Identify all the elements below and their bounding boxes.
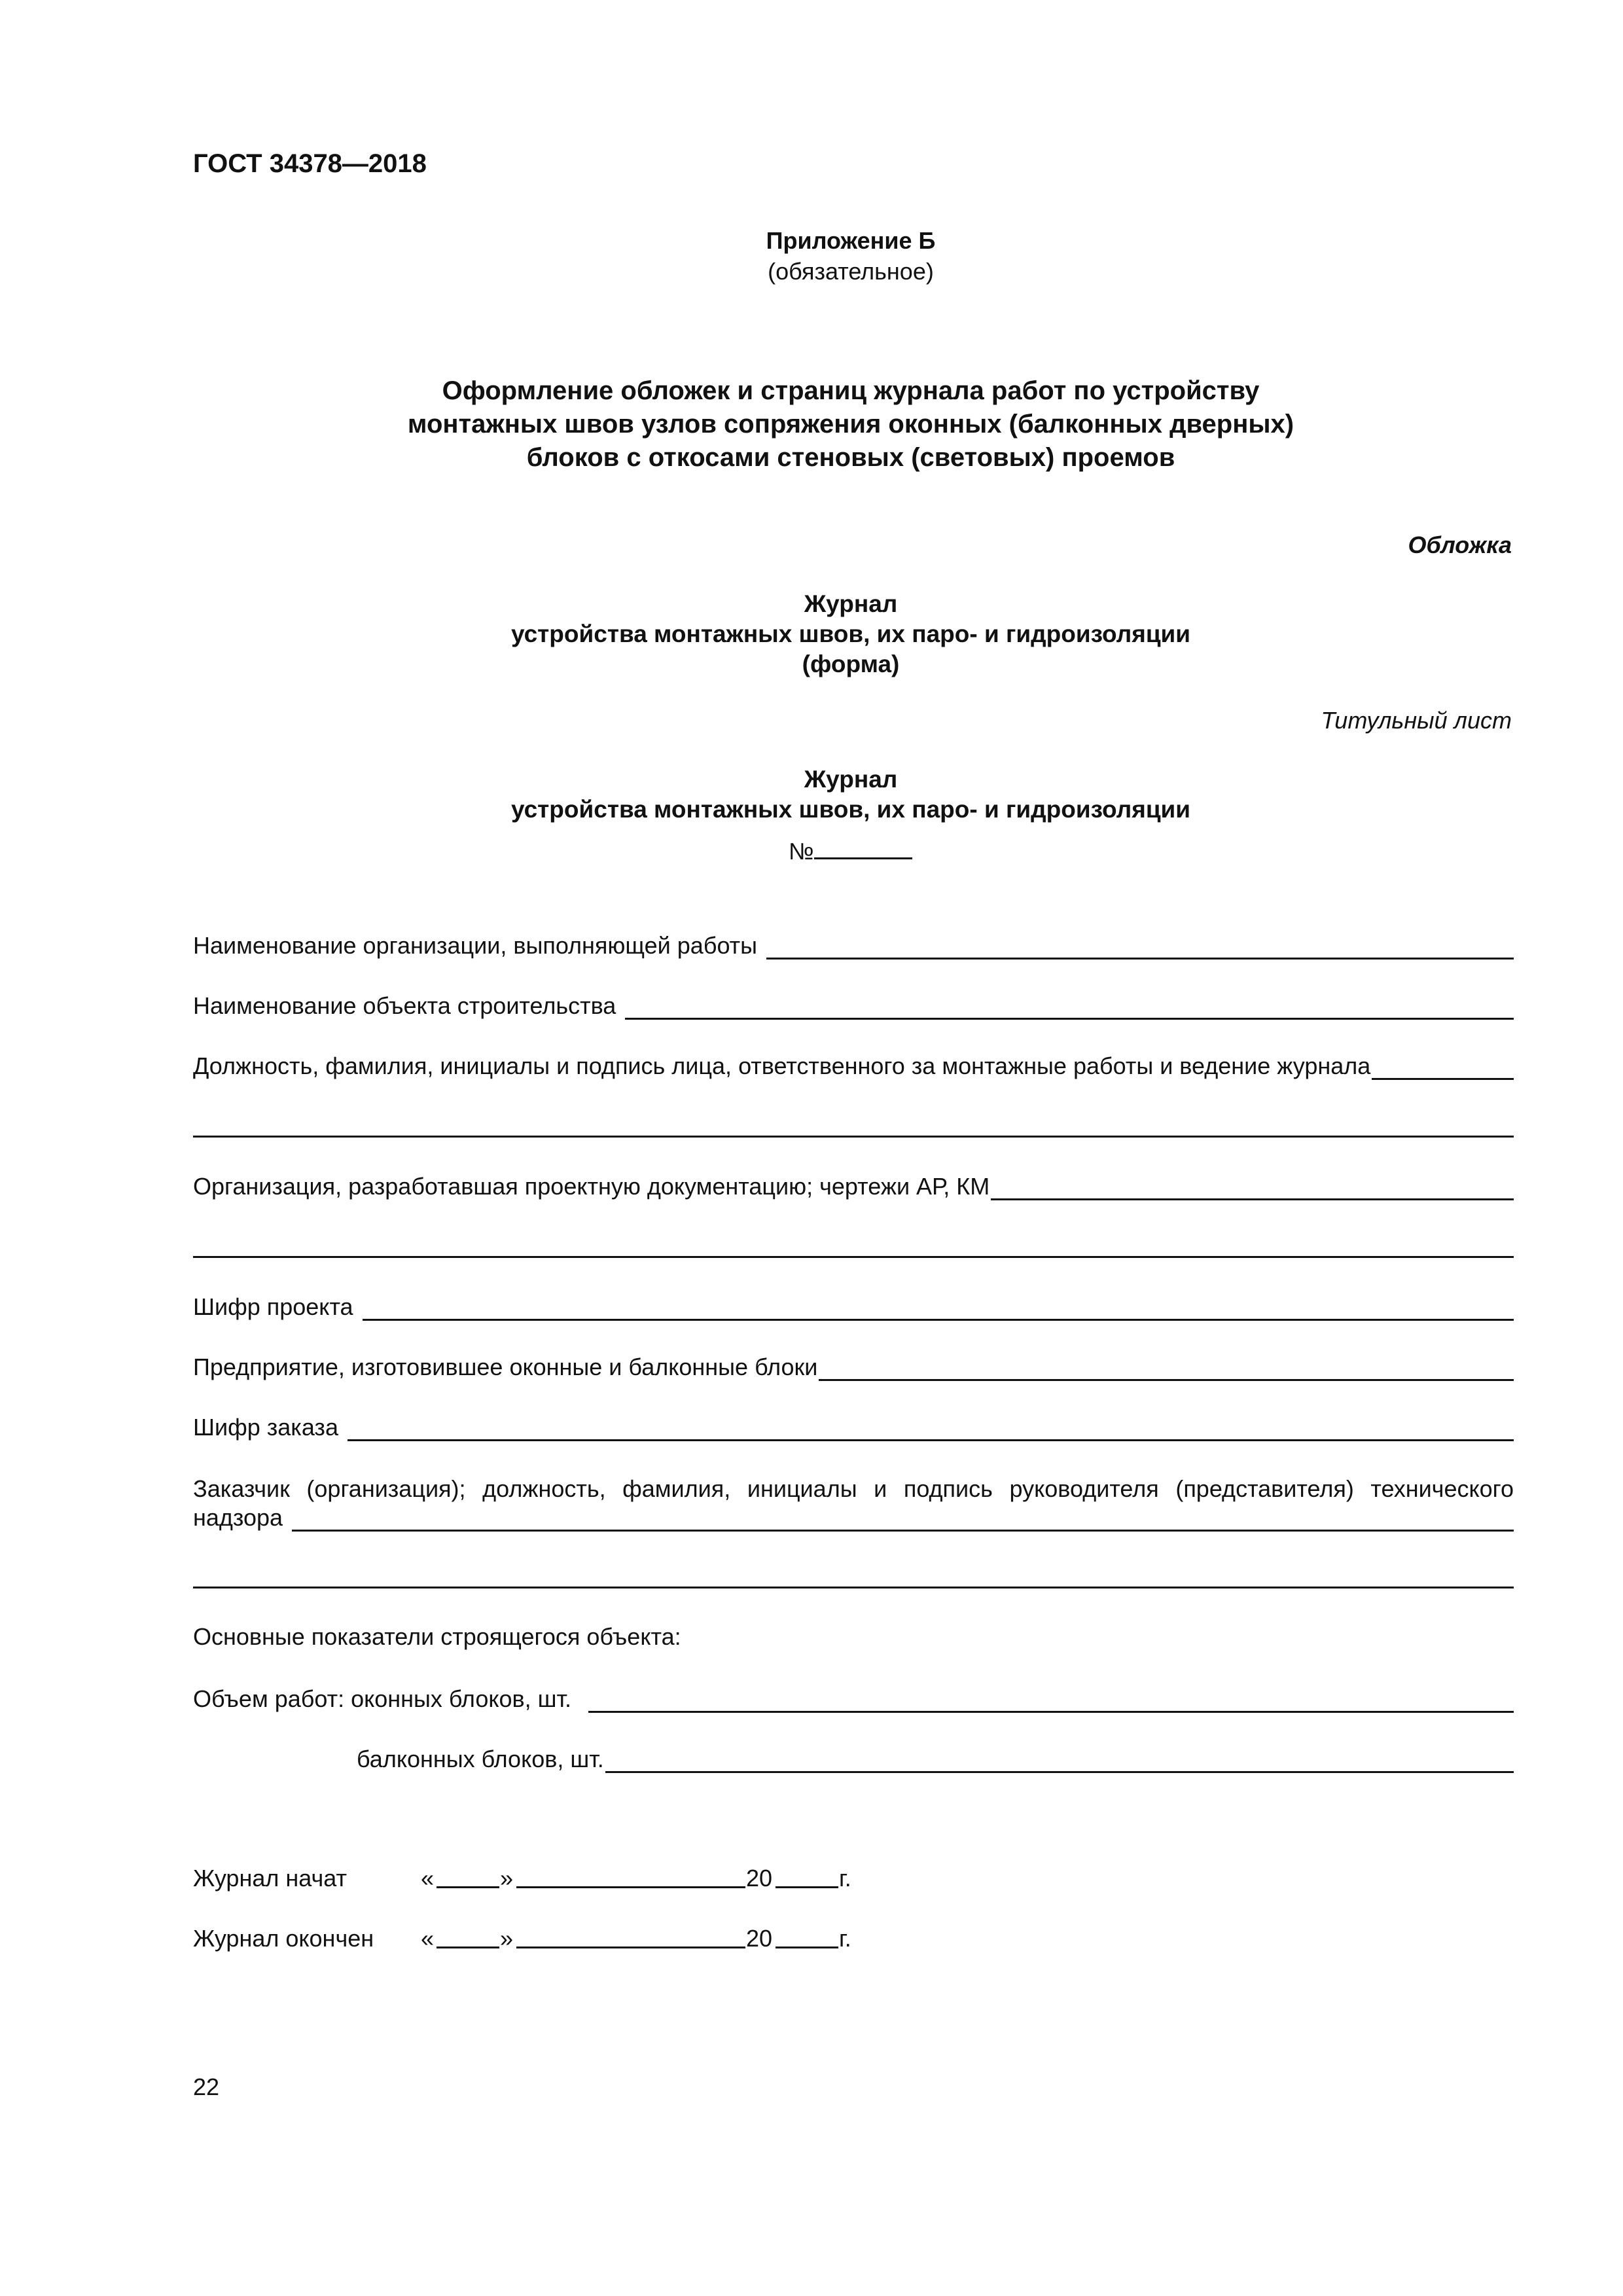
customer-label-line-1: Заказчик (организация); должность, фамилия, инициалы и подпись руководителя (представителя) технического <box>193 1475 1514 1502</box>
manufacturer-label: Предприятие, изготовившее оконные и балконные блоки <box>193 1354 818 1380</box>
cover-title-line-3: (форма) <box>802 651 900 677</box>
volume-balcony-field[interactable] <box>357 1736 1514 1773</box>
main-title-line-1: Оформление обложек и страниц журнала работ по устройству <box>442 376 1260 405</box>
title-page-title-line-1: Журнал <box>804 766 898 793</box>
volume-balcony-label: балконных блоков, шт. <box>357 1746 604 1772</box>
title-page-label: Титульный лист <box>1321 707 1512 734</box>
page-number: 22 <box>193 2073 220 2100</box>
journal-ended-label: Журнал окончен <box>193 1925 374 1952</box>
customer-blank[interactable] <box>292 1524 1514 1532</box>
responsible-field[interactable] <box>193 1043 1514 1080</box>
object-label: Наименование объекта строительства <box>193 992 616 1019</box>
project-code-field[interactable] <box>193 1284 1514 1321</box>
cover-title-line-1: Журнал <box>804 590 898 617</box>
century-text: 20 <box>746 1925 773 1952</box>
main-title-line-3: блоков с откосами стеновых (световых) проемов <box>526 443 1175 472</box>
cover-label: Обложка <box>1408 531 1512 558</box>
open-quote: « <box>421 1925 435 1952</box>
object-field[interactable] <box>193 983 1514 1020</box>
journal-ended-row[interactable] <box>193 1916 913 1952</box>
customer-blank-line-2[interactable] <box>193 1587 1514 1588</box>
organization-blank[interactable] <box>766 952 1514 960</box>
century-text: 20 <box>746 1865 773 1892</box>
customer-label-line-2: надзора <box>193 1504 283 1531</box>
number-sign: № <box>789 838 814 865</box>
responsible-blank-line-2[interactable] <box>193 1136 1514 1138</box>
close-quote: » <box>500 1925 514 1952</box>
project-code-label: Шифр проекта <box>193 1293 353 1320</box>
volume-balcony-blank[interactable] <box>605 1766 1514 1773</box>
responsible-label: Должность, фамилия, инициалы и подпись лица, ответственного за монтажные работы и ведение журнала <box>193 1052 1371 1079</box>
open-quote: « <box>421 1865 435 1892</box>
standard-number: ГОСТ 34378—2018 <box>193 149 427 178</box>
project-code-blank[interactable] <box>363 1314 1514 1321</box>
day-blank[interactable] <box>437 1886 499 1888</box>
main-title-line-2: монтажных швов узлов сопряжения оконных (балконных дверных) <box>407 410 1294 439</box>
year-suffix: г. <box>839 1865 851 1892</box>
indicators-heading: Основные показатели строящегося объекта: <box>193 1623 681 1650</box>
designer-field[interactable] <box>193 1164 1514 1200</box>
journal-started-row[interactable] <box>193 1856 913 1892</box>
order-code-field[interactable] <box>193 1405 1514 1441</box>
organization-label: Наименование организации, выполняющей работы <box>193 932 758 959</box>
month-blank[interactable] <box>516 1886 745 1888</box>
responsible-blank[interactable] <box>1372 1073 1514 1080</box>
object-blank[interactable] <box>625 1013 1514 1020</box>
year-blank[interactable] <box>776 1946 838 1948</box>
close-quote: » <box>500 1865 514 1892</box>
year-blank[interactable] <box>776 1886 838 1888</box>
manufacturer-blank[interactable] <box>819 1374 1514 1381</box>
designer-blank-line-2[interactable] <box>193 1256 1514 1258</box>
volume-windows-field[interactable] <box>193 1676 1514 1713</box>
title-page-title-line-2: устройства монтажных швов, их паро- и гидроизоляции <box>510 796 1191 823</box>
order-code-label: Шифр заказа <box>193 1414 338 1441</box>
year-suffix: г. <box>839 1925 851 1952</box>
appendix-title: Приложение Б <box>766 227 936 254</box>
designer-blank[interactable] <box>991 1193 1514 1200</box>
organization-field[interactable] <box>193 923 1514 960</box>
appendix-status: (обязательное) <box>768 258 934 285</box>
month-blank[interactable] <box>516 1946 745 1948</box>
day-blank[interactable] <box>437 1946 499 1948</box>
number-blank[interactable] <box>814 838 912 859</box>
customer-field[interactable] <box>193 1495 1514 1532</box>
order-code-blank[interactable] <box>348 1434 1514 1441</box>
volume-windows-label: Объем работ: оконных блоков, шт. <box>193 1685 572 1712</box>
manufacturer-field[interactable] <box>193 1344 1514 1381</box>
volume-windows-blank[interactable] <box>588 1706 1514 1713</box>
journal-started-label: Журнал начат <box>193 1865 347 1892</box>
journal-number-field[interactable] <box>789 838 912 865</box>
designer-label: Организация, разработавшая проектную документацию; чертежи АР, КМ <box>193 1173 990 1200</box>
cover-title-line-2: устройства монтажных швов, их паро- и гидроизоляции <box>510 620 1191 647</box>
